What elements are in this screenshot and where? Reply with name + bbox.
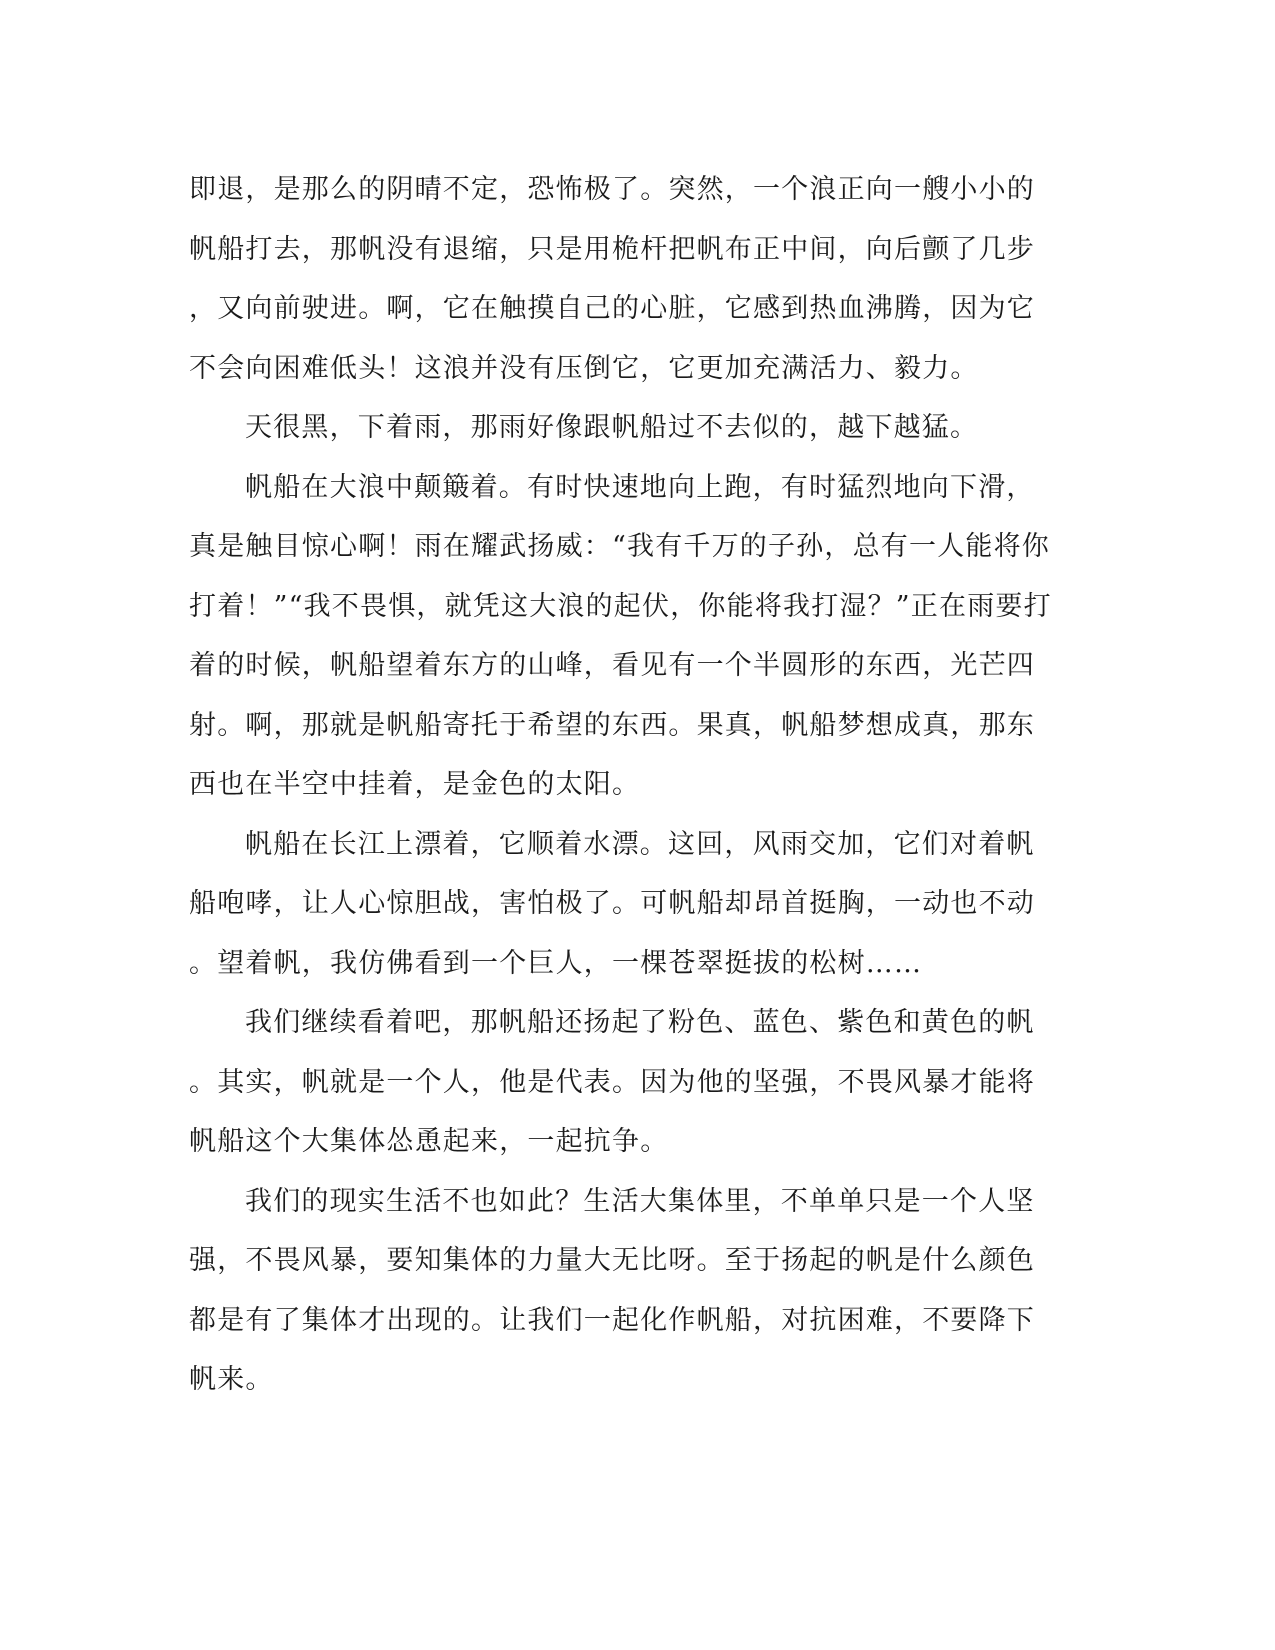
text-line: 。其实，帆就是一个人，他是代表。因为他的坚强，不畏风暴才能将: [189, 1066, 1035, 1098]
paragraph-3: [189, 458, 1079, 815]
text-line: 都是有了集体才出现的。让我们一起化作帆船，对抗困难，不要降下: [189, 1304, 1035, 1336]
text-line: 西也在半空中挂着，是金色的太阳。: [189, 769, 641, 800]
text-line: 打着！”“我不畏惧，就凭这大浪的起伏，你能将我打湿？”正在雨要打: [189, 590, 1052, 622]
text-line: 即退，是那么的阴晴不定，恐怖极了。突然，一个浪正向一艘小小的: [189, 174, 1035, 205]
text-line: 帆船打去，那帆没有退缩，只是用桅杆把帆布正中间，向后颤了几步: [189, 233, 1035, 265]
text-line: 船咆哮，让人心惊胆战，害怕极了。可帆船却昂首挺胸，一动也不动: [189, 888, 1035, 919]
text-line: 不会向困难低头！这浪并没有压倒它，它更加充满活力、毅力。: [189, 352, 979, 384]
paragraph-5: [189, 993, 1079, 1172]
text-line: 着的时候，帆船望着东方的山峰，看见有一个半圆形的东西，光芒四: [189, 650, 1035, 681]
text-line: 我们继续看着吧，那帆船还扬起了粉色、蓝色、紫色和黄色的帆: [245, 1007, 1035, 1038]
text-line: 帆船这个大集体怂恿起来，一起抗争。: [189, 1126, 669, 1157]
paragraph-6: [189, 1172, 1079, 1410]
text-line: ，又向前驶进。啊，它在触摸自己的心脏，它感到热血沸腾，因为它: [189, 293, 1035, 324]
paragraph-1: [189, 160, 1079, 398]
paragraph-4: [189, 815, 1079, 994]
paragraph-2: [189, 398, 1079, 458]
text-line: 。望着帆，我仿佛看到一个巨人，一棵苍翠挺拔的松树……: [189, 947, 923, 979]
text-line: 我们的现实生活不也如此？生活大集体里，不单单只是一个人坚: [245, 1185, 1035, 1217]
text-line: 帆船在长江上漂着，它顺着水漂。这回，风雨交加，它们对着帆: [245, 828, 1035, 860]
document-body: [189, 160, 1079, 1410]
text-line: 帆来。: [189, 1364, 274, 1395]
text-line: 强，不畏风暴，要知集体的力量大无比呀。至于扬起的帆是什么颜色: [189, 1245, 1035, 1276]
text-line: 射。啊，那就是帆船寄托于希望的东西。果真，帆船梦想成真，那东: [189, 709, 1035, 741]
text-line: 天很黑，下着雨，那雨好像跟帆船过不去似的，越下越猛。: [245, 412, 979, 443]
text-line: 帆船在大浪中颠簸着。有时快速地向上跑，有时猛烈地向下滑，: [245, 471, 1035, 503]
text-line: 真是触目惊心啊！雨在耀武扬威：“我有千万的子孙，总有一人能将你: [189, 531, 1051, 562]
